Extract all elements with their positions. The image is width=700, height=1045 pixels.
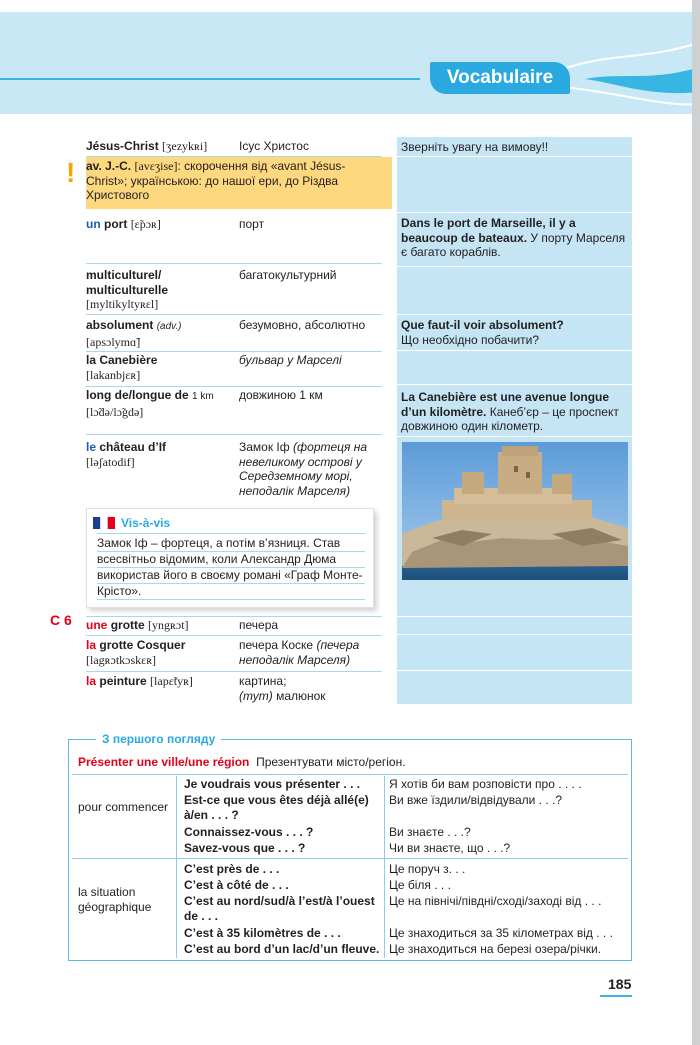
first-glance-title: З першого погляду (96, 731, 221, 747)
glance-phrase-fr: Connaissez-vous . . . ? (184, 825, 314, 839)
glance-phrase-ua: Це знаходиться за 35 кілометрах від . . . (389, 926, 613, 940)
column-divider (397, 436, 632, 437)
glance-phrase-fr: C’est près de . . . (184, 862, 280, 876)
attention-icon: ! (66, 157, 76, 188)
example-sentence: La Canebière est une avenue longue d’un kilomètre. Канеб’єр – це проспект довжиною один кілометр. (401, 390, 619, 433)
column-divider (397, 212, 632, 213)
glance-phrase-fr: Est-ce que vous êtes déjà allé(e) à/en . . . ? (184, 793, 369, 822)
column-divider (397, 266, 632, 267)
column-divider (397, 156, 632, 157)
glance-intro: Présenter une ville/une région Презентувати місто/регіон. (78, 755, 406, 769)
vis-a-vis-box (86, 508, 374, 608)
glance-phrase-fr: Savez-vous que . . . ? (184, 841, 306, 855)
column-divider (397, 350, 632, 351)
glance-group-label: la situation géographique (78, 885, 152, 914)
vis-a-vis-header (93, 515, 213, 531)
column-divider (397, 670, 632, 671)
column-divider (397, 616, 632, 617)
glance-phrase-ua: Це на північі/півдні/сході/заході від . . . (389, 894, 602, 908)
chateau-dif-photo (402, 442, 628, 580)
textbook-page: Vocabulaire ! Jésus-Christ [ʒezykʀi] Ісус Христос av. J.-C. [avɛʒise]: скорочення від «avant Jésus-Christ»; українською: до нашої ери, до Різдва Христового un port [ɛ̃pɔʀ] порт multiculturel/ multiculturelle [myltikyltyʀɛl] багатокультурний absolument (adv.) [apsɔlymɑ̃] безумовно, абсолютно la Canebière [lakanbjɛʀ] бульвар у Марселі long de/longue de 1 km [lɔ̃də/lɔ̃gdə] довжиною 1 км le château d’If [ləʃatodif] Замок Іф (фортеця на невеликому острові у Середземному морі, неподалік Марселя) une grotte [yngʀɔt] печера la grotte Cosquer [lagʀɔtkɔskɛʀ] печера Коске (печера неподалік Марселя) la peinture [lapɛ̃tyʀ] картина; (тут) малюнок Зверніть увагу на вимову!! Dans le port de Marseille, il y a beaucoup de bateaux. У порту Марселя є багато кораблів. Que faut-il voir absolument? Що необхідно побачити? La Canebière est une avenue longue d’un kilomètre. Канеб’єр – це проспект довжиною один кілометр. Vis-à-vis Замок Іф – фортеця, а потім в’язниця. Став всесвітньо відомим, коли Александр Дюма використав його в своєму романі «Граф Монте-Крісто». C 6 З першого погляду Présenter une ville/une région Презентувати місто/регіон. pour commencer Je voudrais vous présenter . . . Я хотів би вам розповісти про . . . . Est-ce que vous êtes déjà allé(e) à/en . . . ? Ви вже їздили/відвідували . . .? Connaissez-vous . . . ? Ви знаєте . . .? Savez-vous que . . . ? Чи ви знаєте, що . . .? la situation géographique C’est près de . . . Це поруч з. . . C’est à côté de . . . Це біля . . . C’est au nord/sud/à l’est/à l’ouest de . . . Це на північі/півдні/сході/заході від . . . C’est à 35 kilomètres de . . . Це знаходиться за 35 кілометрах від . . . C’est au bord d’un lac/d’un fleuve. Це знаходиться на березі озера/річки. 185 (0, 0, 692, 1045)
vis-a-vis-title: Vis-à-vis (121, 516, 171, 530)
vis-a-vis-text: Замок Іф – фортеця, а потім в’язниця. Став всесвітньо відомим, коли Александр Дюма використав його в своєму романі «Граф Монте-Крісто». (97, 536, 363, 598)
example-sentence: Que faut-il voir absolument? Що необхідно побачити? (401, 318, 564, 347)
french-flag-icon (93, 517, 115, 529)
page-title: Vocabulaire (446, 67, 554, 88)
glance-phrase-ua: Це знаходиться на березі озера/річки. (389, 942, 602, 956)
section-code: C 6 (50, 612, 72, 628)
example-sentence: Dans le port de Marseille, il y a beaucoup de bateaux. У порту Марселя є багато кораблів. (401, 216, 626, 259)
example-note: Зверніть увагу на вимову!! (401, 140, 549, 154)
glance-phrase-ua: Я хотів би вам розповісти про . . . . (389, 777, 582, 791)
column-divider (397, 384, 632, 385)
glance-phrase-ua: Ви вже їздили/відвідували . . .? (389, 793, 563, 807)
column-divider (397, 314, 632, 315)
column-divider (397, 634, 632, 635)
glance-phrase-fr: C’est à 35 kilomètres de . . . (184, 926, 341, 940)
glance-phrase-ua: Це поруч з. . . (389, 862, 466, 876)
header-line (0, 78, 420, 80)
glance-phrase-fr: C’est à côté de . . . (184, 878, 289, 892)
page-number-underline (600, 995, 632, 997)
glance-phrase-fr: C’est au nord/sud/à l’est/à l’ouest de . . . (184, 894, 375, 923)
glance-group-label: pour commencer (78, 800, 169, 814)
glance-phrase-ua: Це біля . . . (389, 878, 451, 892)
glance-phrase-fr: Je voudrais vous présenter . . . (184, 777, 361, 791)
glance-phrase-fr: C’est au bord d’un lac/d’un fleuve. (184, 942, 380, 956)
glance-phrase-ua: Чи ви знаєте, що . . .? (389, 841, 511, 855)
page-number: 185 (608, 976, 632, 992)
header-decoration (0, 12, 692, 114)
glance-phrase-ua: Ви знаєте . . .? (389, 825, 471, 839)
